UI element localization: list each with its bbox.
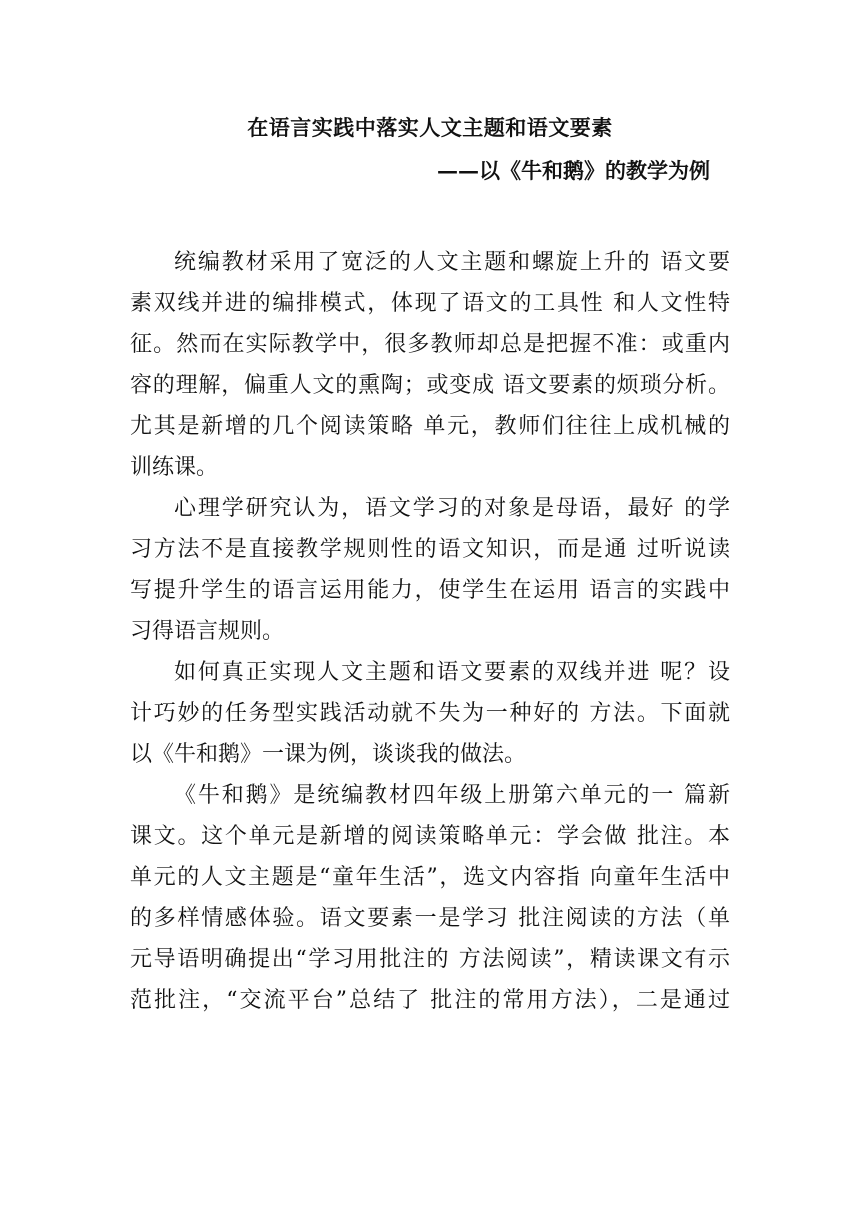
paragraph-line: 课文。这个单元是新增的阅读策略单元：学会做 批注。本 (130, 824, 730, 849)
paragraph-3 (130, 652, 730, 775)
paragraph-line: 单元的人文主题是“童年生活”，选文内容指 向童年生活中 (130, 865, 730, 890)
article-subtitle: ——以《牛和鹅》的教学为例 (437, 158, 710, 183)
paragraph-1 (130, 242, 730, 488)
paragraph-line: 习方法不是直接教学规则性的语文知识，而是通 过听说读 (130, 537, 730, 562)
paragraph-line: 素双线并进的编排模式，体现了语文的工具性 和人文性特 (130, 291, 730, 316)
paragraph-line: 如何真正实现人文主题和语文要素的双线并进 呢？设 (174, 660, 730, 685)
paragraph-line: 范批注，“交流平台”总结了 批注的常用方法），二是通过 (130, 988, 730, 1013)
paragraph-line: 训练课。 (130, 455, 219, 480)
paragraph-line: 容的理解，偏重人文的熏陶；或变成 语文要素的烦琐分析。 (130, 373, 730, 398)
paragraph-line: 元导语明确提出“学习用批注的 方法阅读”，精读课文有示 (130, 947, 730, 972)
paragraph-line: 以《牛和鹅》一课为例，谈谈我的做法。 (130, 742, 527, 767)
article-title: 在语言实践中落实人文主题和语文要素 (247, 115, 613, 140)
paragraph-line: 统编教材采用了宽泛的人文主题和螺旋上升的 语文要 (174, 250, 730, 275)
paragraph-line: 写提升学生的语言运用能力，使学生在运用 语言的实践中 (130, 578, 730, 603)
paragraph-2 (130, 488, 730, 652)
paragraph-line: 《牛和鹅》是统编教材四年级上册第六单元的一 篇新 (174, 783, 730, 808)
paragraph-line: 心理学研究认为，语文学习的对象是母语，最好 的学 (174, 496, 730, 521)
paragraph-4 (130, 775, 730, 1021)
paragraph-line: 尤其是新增的几个阅读策略 单元，教师们往往上成机械的 (130, 414, 730, 439)
paragraph-line: 习得语言规则。 (130, 619, 285, 644)
paragraph-line: 征。然而在实际教学中，很多教师却总是把握不准：或重内 (130, 332, 730, 357)
paragraph-line: 计巧妙的任务型实践活动就不失为一种好的 方法。下面就 (130, 701, 730, 726)
paragraph-line: 的多样情感体验。语文要素一是学习 批注阅读的方法（单 (130, 906, 730, 931)
article-body (130, 242, 730, 1021)
